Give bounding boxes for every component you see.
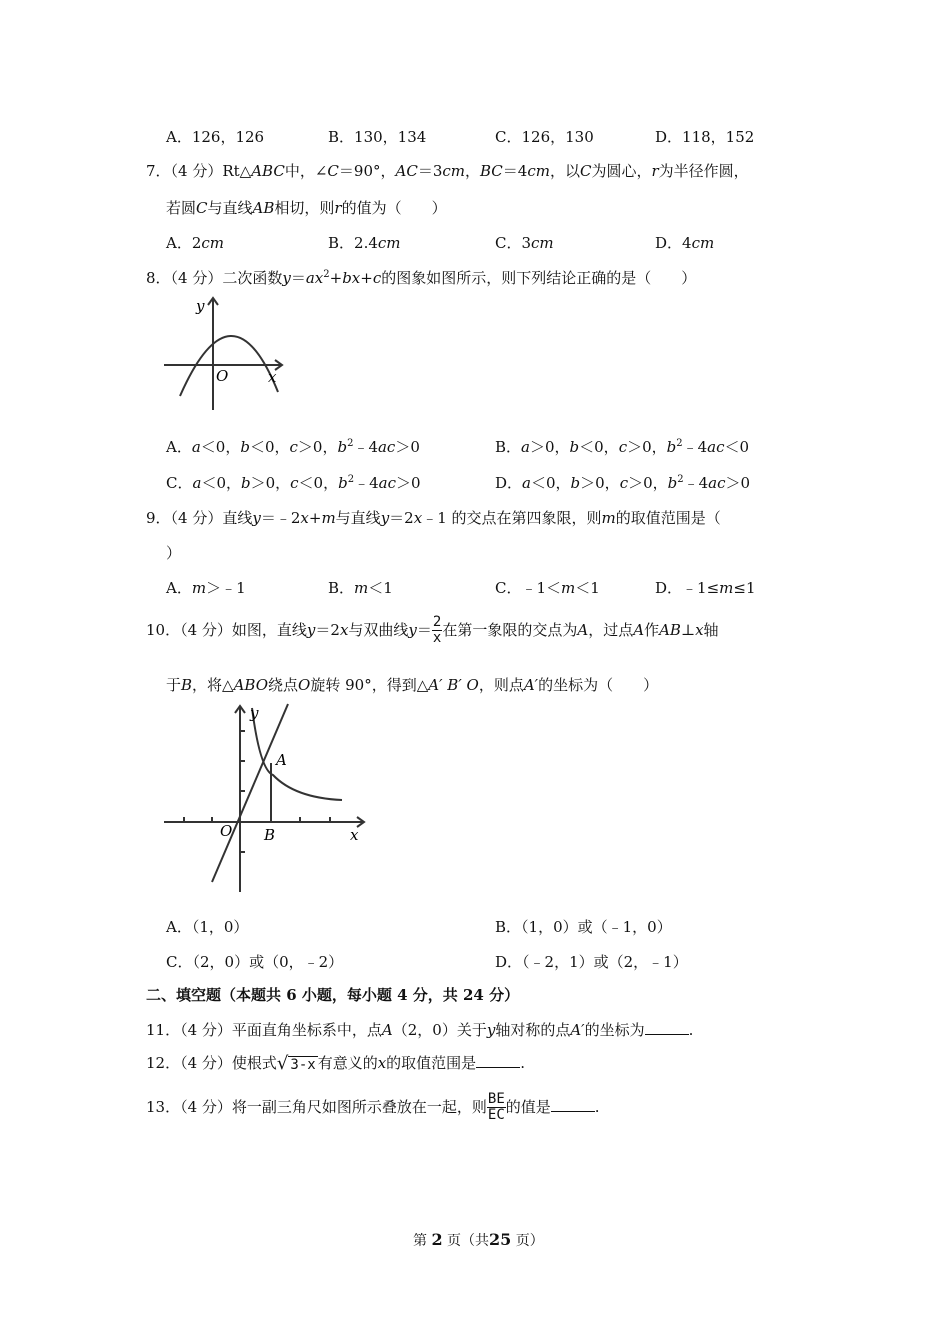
q10-option-c: C．（2，0）或（0，﹣2） bbox=[166, 953, 344, 971]
square-root: √ 3-x bbox=[276, 1053, 316, 1074]
q8-option-d: D．a＜0，b＞0，c＞0，$b^2﹣4ac>0$ bbox=[495, 474, 751, 492]
section-heading: 二、填空题（本题共 6 小题，每小题 4 分，共 24 分） bbox=[146, 986, 520, 1004]
answer-blank[interactable] bbox=[645, 1022, 689, 1035]
point-b-label: B bbox=[264, 826, 276, 844]
q9-option-c: C．﹣1＜m＜1 bbox=[495, 579, 600, 597]
q10-option-b: B．（1，0）或（﹣1，0） bbox=[495, 918, 672, 936]
q13-fraction: $\frac{BE}{EC}$ bbox=[487, 1091, 505, 1124]
q7-option-a: A．2cm bbox=[166, 234, 225, 252]
q10-stem-line2: 于B，将△ABO绕点O旋转 90°，得到△A′ B′ O，则点A′的坐标为（ ） bbox=[166, 676, 659, 694]
hyperbola-curve bbox=[252, 708, 342, 800]
x-axis-label: x bbox=[268, 368, 277, 386]
q6-option-d: D．118，152 bbox=[655, 128, 755, 146]
origin-label: O bbox=[220, 822, 233, 840]
y-axis-label: y bbox=[250, 704, 259, 722]
page-footer: 第 2 页（共25 页） bbox=[413, 1230, 544, 1249]
q7-option-d: D．4cm bbox=[655, 234, 715, 252]
q8-option-c: C．a＜0，b＞0，c＜0，$b^2﹣4ac>0$ bbox=[166, 474, 421, 492]
q8-option-b: B．a＞0，b＜0，c＞0，$b^2﹣4ac<0$ bbox=[495, 438, 750, 456]
q9-stem-line1: 9．（4 分）直线y＝﹣2x+m与直线y＝2x﹣1 的交点在第四象限，则m的取值范围是（ bbox=[146, 509, 721, 527]
origin-label: O bbox=[216, 367, 229, 385]
answer-blank[interactable] bbox=[476, 1055, 520, 1068]
q8-parabola-graph bbox=[160, 292, 290, 414]
q7-stem-line2: 若圆C与直线AB相切，则r的值为（ ） bbox=[166, 199, 447, 217]
q11-stem: 11．（4 分）平面直角坐标系中，点A（2，0）关于y轴对称的点A′的坐标为 . bbox=[146, 1021, 694, 1039]
q10-line-hyperbola-graph bbox=[160, 700, 375, 896]
q8-stem: 8．（4 分）二次函数$y=ax^2+bx+c$的图象如图所示，则下列结论正确的是（ ） bbox=[146, 269, 697, 287]
q6-option-b: B．130，134 bbox=[328, 128, 427, 146]
q7-option-b: B．2.4cm bbox=[328, 234, 401, 252]
q7-option-c: C．3cm bbox=[495, 234, 554, 252]
q7-stem-line1: 7．（4 分）Rt△ABC中，∠C＝90°，AC＝3cm，BC＝4cm，以C为圆心，r为半径作圆， bbox=[146, 162, 749, 180]
answer-blank[interactable] bbox=[551, 1099, 595, 1112]
q8-option-a: A．a＜0，b＜0，c＞0，$b^2﹣4ac>0$ bbox=[166, 438, 420, 456]
q9-stem-line2: ） bbox=[166, 544, 182, 562]
q10-fraction: $\frac{2}{x}$ bbox=[432, 614, 442, 647]
q9-option-d: D．﹣1≤m≤1 bbox=[655, 579, 756, 597]
q10-option-d: D．（﹣2，1）或（2，﹣1） bbox=[495, 953, 688, 971]
q10-option-a: A．（1，0） bbox=[166, 918, 249, 936]
q6-option-c: C．126，130 bbox=[495, 128, 594, 146]
q9-option-b: B．m＜1 bbox=[328, 579, 393, 597]
q10-stem-line1: 10．（4 分）如图，直线y＝2x与双曲线y＝ $\frac{2}{x}$ 在第一象限的交点为A，过点A作AB⊥x轴 bbox=[146, 614, 719, 647]
x-axis-label: x bbox=[350, 826, 359, 844]
point-a-label: A bbox=[276, 751, 287, 769]
line-y-2x bbox=[212, 704, 288, 882]
q6-option-a: A．126，126 bbox=[166, 128, 265, 146]
q12-stem: 12．（4 分）使根式√ 3-x 有意义的x的取值范围是 . bbox=[146, 1053, 525, 1074]
q9-option-a: A．m＞﹣1 bbox=[166, 579, 246, 597]
y-axis-label: y bbox=[196, 297, 205, 315]
q13-stem: 13．（4 分）将一副三角尺如图所示叠放在一起，则 $\frac{BE}{EC}$ 的值是 . bbox=[146, 1091, 600, 1124]
